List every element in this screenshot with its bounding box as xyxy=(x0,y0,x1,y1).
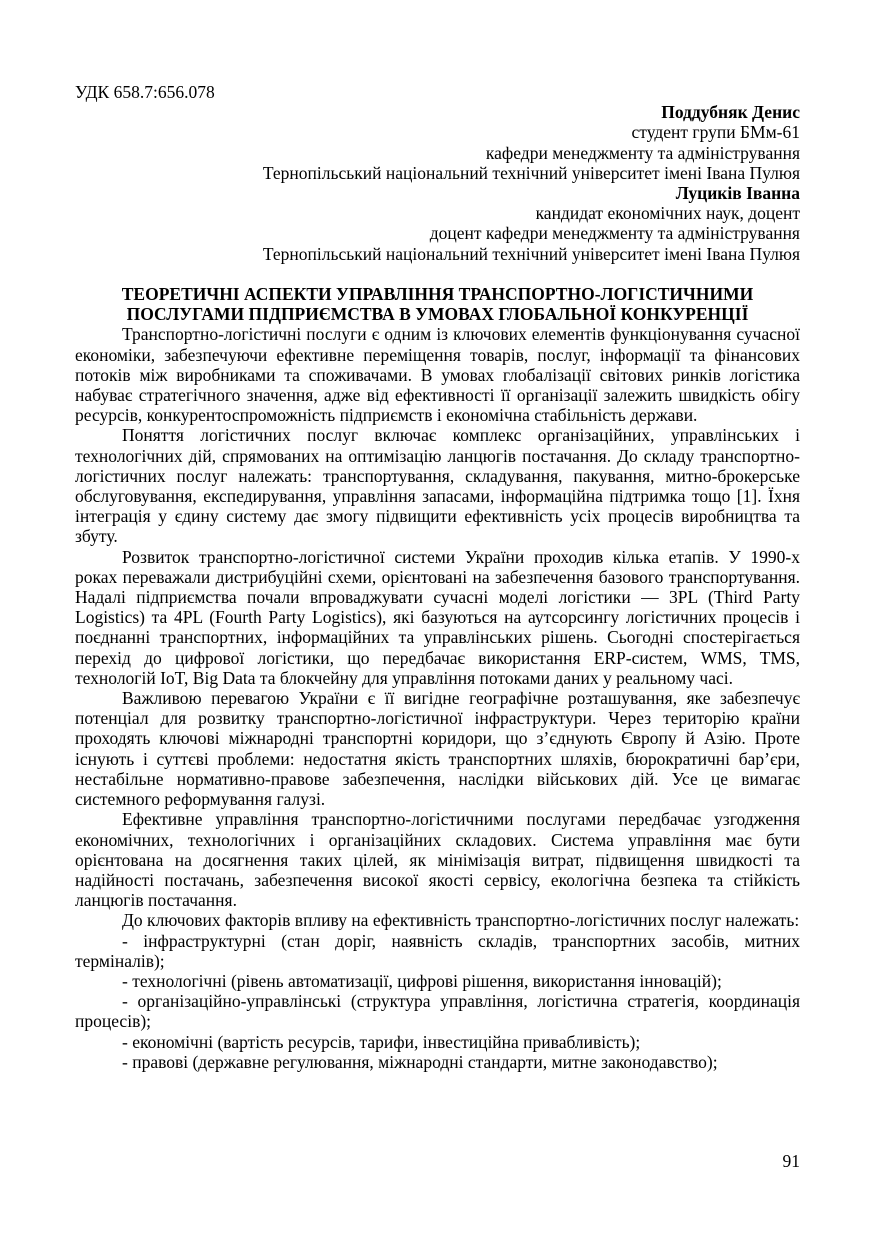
list-item: - організаційно-управлінські (структура управління, логістична стратегія, координація процесів); xyxy=(75,991,800,1032)
udc-code: УДК 658.7:656.078 xyxy=(75,82,215,102)
author-affiliation-line: кандидат економічних наук, доцент xyxy=(535,203,800,224)
paragraph: Поняття логістичних послуг включає комплекс організаційних, управлінських і технологічних дій, спрямованих на оптимізацію ланцюгів постачання. До складу транспортно-логістичних послуг належать: транспортування, складування, пакування, митно-брокерське обслуговування, експедирування, управління запасами, інформаційна підтримка тощо [1]. Їхня інтеграція у єдину систему дає змогу підвищити ефективність усіх процесів виробництва та збуту. xyxy=(75,425,800,547)
author-affiliation-line: кафедри менеджменту та адміністрування xyxy=(485,142,800,163)
article-title: ТЕОРЕТИЧНІ АСПЕКТИ УПРАВЛІННЯ ТРАНСПОРТНО-ЛОГІСТИЧНИМИ ПОСЛУГАМИ ПІДПРИЄМСТВА В УМОВАХ ГЛОБАЛЬНОЇ КОНКУРЕНЦІЇ xyxy=(121,284,754,325)
author-affiliation-line: Тернопільський національний технічний університет імені Івана Пулюя xyxy=(262,243,800,264)
paragraph: Розвиток транспортно-логістичної системи України проходив кілька етапів. У 1990-х роках переважали дистрибуційні схеми, орієнтовані на забезпечення базового транспортування. Надалі підприємства почали впроваджувати сучасні моделі логістики — 3PL (Third Party Logistics) та 4PL (Fourth Party Logistics), які базуються на аутсорсингу логістичних процесів і поєднанні транспортних, інформаційних та управлінських рішень. Сьогодні спостерігається перехід до цифрової логістики, що передбачає використання ERP-систем, WMS, TMS, технологій IoT, Big Data та блокчейну для управління потоками даних у реальному часі. xyxy=(75,546,800,688)
page-number: 91 xyxy=(782,1151,800,1171)
author-affiliation-line: студент групи БМм-61 xyxy=(631,122,800,143)
author-name: Луциків Іванна xyxy=(675,183,800,204)
page-content xyxy=(75,82,800,1072)
list-item: - технологічні (рівень автоматизації, цифрові рішення, використання інновацій); xyxy=(122,970,722,991)
list-item: - економічні (вартість ресурсів, тарифи, інвестиційна привабливість); xyxy=(122,1031,641,1052)
author-affiliation-line: Тернопільський національний технічний університет імені Івана Пулюя xyxy=(262,162,800,183)
paragraph: Ефективне управління транспортно-логістичними послугами передбачає узгодження економічних, технологічних і організаційних складових. Система управління має бути орієнтована на досягнення таких цілей, як мінімізація витрат, підвищення швидкості та надійності постачань, забезпечення високої якості сервісу, екологічна безпека та стійкість ланцюгів постачання. xyxy=(75,809,800,911)
paragraph: Важливою перевагою України є її вигідне географічне розташування, яке забезпечує потенціал для розвитку транспортно-логістичної інфраструктури. Через територію країни проходять ключові міжнародні транспортні коридори, що з’єднують Європу й Азію. Проте існують і суттєві проблеми: недостатня якість транспортних шляхів, бюрократичні бар’єри, нестабільне нормативно-правове забезпечення, наслідки військових дій. Усе це вимагає системного реформування галузі. xyxy=(75,688,800,810)
authors-block xyxy=(75,102,800,264)
author-name: Поддубняк Денис xyxy=(661,102,800,123)
paragraph: Транспортно-логістичні послуги є одним із ключових елементів функціонування сучасної економіки, забезпечуючи ефективне переміщення товарів, послуг, інформації та фінансових потоків між виробниками та споживачами. В умовах глобалізації світових ринків логістика набуває стратегічного значення, адже від ефективності її організації залежить швидкість обігу ресурсів, конкурентоспроможність підприємств і економічна стабільність держави. xyxy=(75,324,800,426)
author-affiliation-line: доцент кафедри менеджменту та адміністрування xyxy=(429,223,800,244)
list-item: - інфраструктурні (стан доріг, наявність складів, транспортних засобів, митних терміналів); xyxy=(75,930,800,971)
paragraph: До ключових факторів впливу на ефективність транспортно-логістичних послуг належать: xyxy=(122,910,800,931)
list-item: - правові (державне регулювання, міжнародні стандарти, митне законодавство); xyxy=(122,1051,718,1072)
